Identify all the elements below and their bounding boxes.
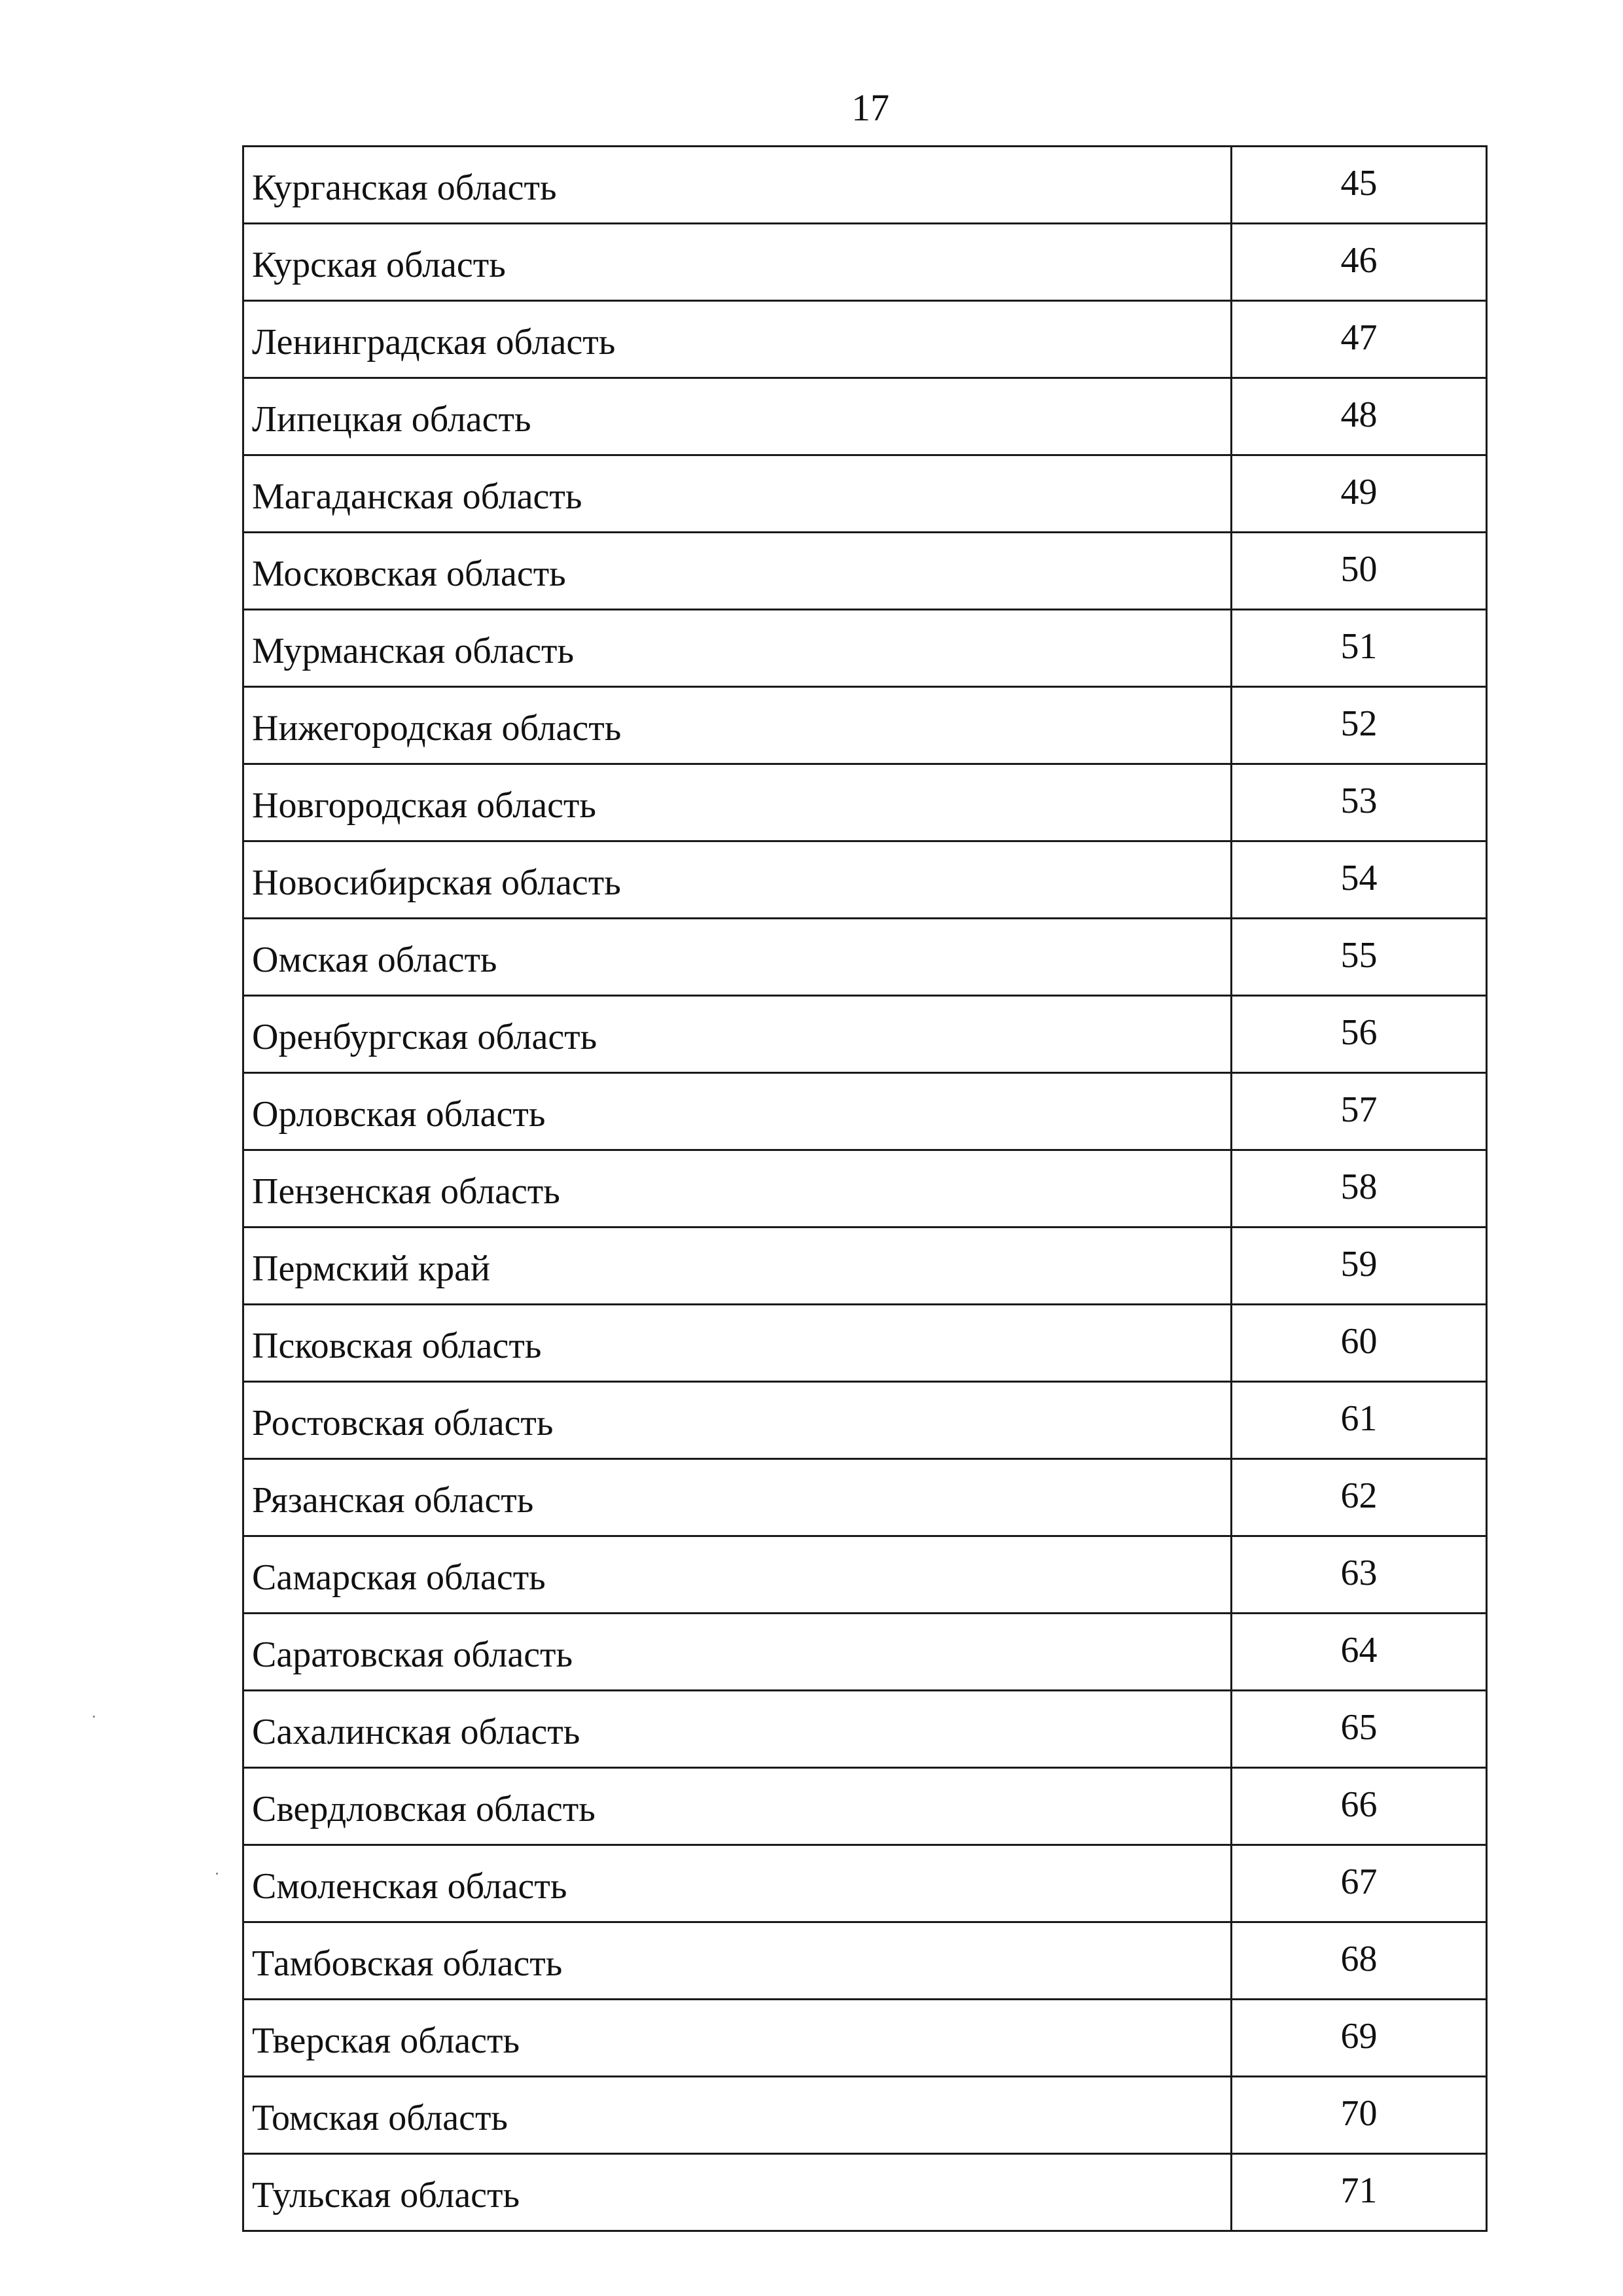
region-code-cell: 69 — [1232, 2000, 1487, 2077]
region-name-cell: Псковская область — [243, 1305, 1232, 1382]
region-code-cell: 53 — [1232, 764, 1487, 841]
table-row — [243, 1614, 1487, 1691]
region-code-cell: 56 — [1232, 996, 1487, 1073]
table-row — [243, 1073, 1487, 1150]
table-row — [243, 1150, 1487, 1227]
scan-speck — [93, 1716, 95, 1718]
region-code-cell: 64 — [1232, 1614, 1487, 1691]
region-name-cell: Орловская область — [243, 1073, 1232, 1150]
region-name-cell: Оренбургская область — [243, 996, 1232, 1073]
region-code-cell: 50 — [1232, 533, 1487, 610]
regions-table-body — [243, 147, 1487, 2231]
page-number: 17 — [851, 86, 889, 129]
table-row — [243, 2077, 1487, 2154]
region-name-cell: Свердловская область — [243, 1768, 1232, 1845]
table-row — [243, 1922, 1487, 2000]
region-code-cell: 45 — [1232, 147, 1487, 224]
region-code-cell: 71 — [1232, 2154, 1487, 2231]
table-row — [243, 841, 1487, 919]
region-name-cell: Тамбовская область — [243, 1922, 1232, 2000]
table-row — [243, 455, 1487, 533]
region-name-cell: Саратовская область — [243, 1614, 1232, 1691]
regions-table — [242, 145, 1488, 2232]
region-name-cell: Пензенская область — [243, 1150, 1232, 1227]
region-code-cell: 57 — [1232, 1073, 1487, 1150]
region-name-cell: Пермский край — [243, 1227, 1232, 1305]
table-row — [243, 2000, 1487, 2077]
region-name-cell: Смоленская область — [243, 1845, 1232, 1922]
region-name-cell: Тульская область — [243, 2154, 1232, 2231]
region-code-cell: 55 — [1232, 919, 1487, 996]
table-row — [243, 147, 1487, 224]
region-code-cell: 61 — [1232, 1382, 1487, 1459]
region-name-cell: Ленинградская область — [243, 301, 1232, 378]
table-row — [243, 1382, 1487, 1459]
region-name-cell: Самарская область — [243, 1536, 1232, 1614]
region-name-cell: Нижегородская область — [243, 687, 1232, 764]
region-name-cell: Тверская область — [243, 2000, 1232, 2077]
region-code-cell: 46 — [1232, 224, 1487, 301]
region-name-cell: Московская область — [243, 533, 1232, 610]
table-row — [243, 1227, 1487, 1305]
table-row — [243, 533, 1487, 610]
region-code-cell: 70 — [1232, 2077, 1487, 2154]
region-code-cell: 68 — [1232, 1922, 1487, 2000]
region-name-cell: Сахалинская область — [243, 1691, 1232, 1768]
region-name-cell: Рязанская область — [243, 1459, 1232, 1536]
region-name-cell: Ростовская область — [243, 1382, 1232, 1459]
region-name-cell: Курганская область — [243, 147, 1232, 224]
region-name-cell: Мурманская область — [243, 610, 1232, 687]
table-row — [243, 1768, 1487, 1845]
region-code-cell: 47 — [1232, 301, 1487, 378]
table-row — [243, 919, 1487, 996]
table-row — [243, 1691, 1487, 1768]
region-code-cell: 63 — [1232, 1536, 1487, 1614]
region-code-cell: 48 — [1232, 378, 1487, 455]
table-row — [243, 2154, 1487, 2231]
table-row — [243, 224, 1487, 301]
region-name-cell: Липецкая область — [243, 378, 1232, 455]
region-code-cell: 62 — [1232, 1459, 1487, 1536]
region-code-cell: 66 — [1232, 1768, 1487, 1845]
region-code-cell: 59 — [1232, 1227, 1487, 1305]
table-row — [243, 996, 1487, 1073]
region-code-cell: 65 — [1232, 1691, 1487, 1768]
region-name-cell: Омская область — [243, 919, 1232, 996]
region-code-cell: 58 — [1232, 1150, 1487, 1227]
region-name-cell: Новосибирская область — [243, 841, 1232, 919]
table-row — [243, 687, 1487, 764]
region-code-cell: 51 — [1232, 610, 1487, 687]
region-code-cell: 67 — [1232, 1845, 1487, 1922]
region-name-cell: Томская область — [243, 2077, 1232, 2154]
table-row — [243, 1459, 1487, 1536]
scan-speck — [216, 1873, 218, 1875]
table-row — [243, 301, 1487, 378]
table-row — [243, 1536, 1487, 1614]
region-code-cell: 49 — [1232, 455, 1487, 533]
table-row — [243, 378, 1487, 455]
region-code-cell: 60 — [1232, 1305, 1487, 1382]
table-row — [243, 764, 1487, 841]
table-row — [243, 610, 1487, 687]
region-code-cell: 52 — [1232, 687, 1487, 764]
region-name-cell: Магаданская область — [243, 455, 1232, 533]
region-name-cell: Новгородская область — [243, 764, 1232, 841]
region-name-cell: Курская область — [243, 224, 1232, 301]
region-code-cell: 54 — [1232, 841, 1487, 919]
table-row — [243, 1305, 1487, 1382]
table-row — [243, 1845, 1487, 1922]
